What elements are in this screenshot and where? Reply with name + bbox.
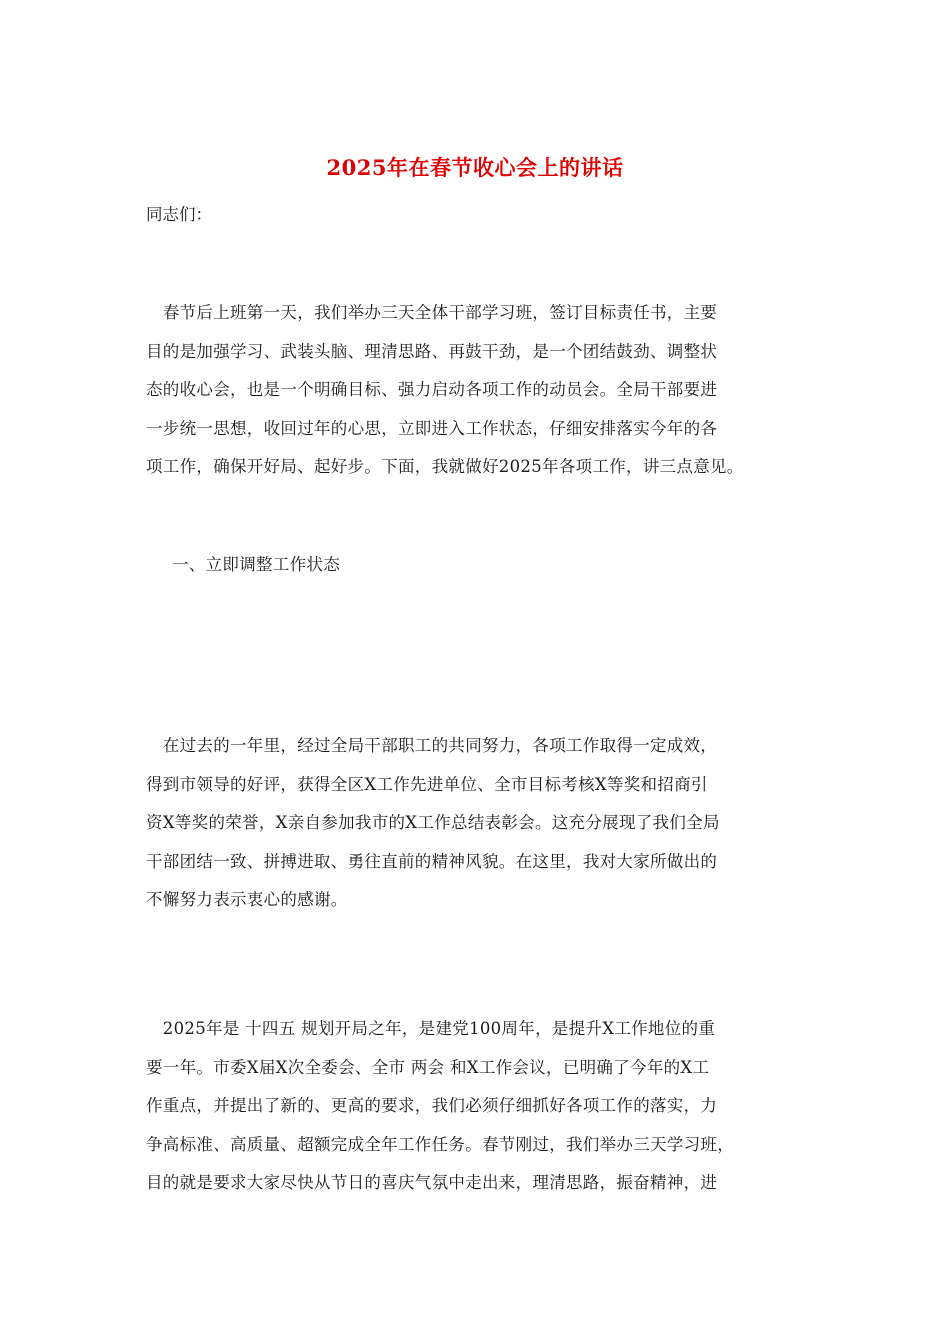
paragraph-line: 作重点，并提出了新的、更高的要求，我们必须仔细抓好各项工作的落实，力 [146, 1096, 718, 1115]
paragraph-line: 目的就是要求大家尽快从节日的喜庆气氛中走出来，理清思路，振奋精神，进 [146, 1173, 718, 1192]
paragraph-line: 争高标准、高质量、超额完成全年工作任务。春节刚过，我们举办三天学习班， [146, 1134, 734, 1154]
paragraph-line: 目的是加强学习、武装头脑、理清思路、再鼓干劲，是一个团结鼓劲、调整状 [146, 341, 718, 361]
section-heading: 一、立即调整工作状态 [172, 555, 340, 574]
paragraph-line: 要一年。市委X届X次全委会、全市 两会 和X工作会议，已明确了今年的X工 [146, 1057, 710, 1077]
paragraph-line: 2025年是 十四五 规划开局之年，是建党100周年，是提升X工作地位的重 [146, 1019, 716, 1038]
paragraph-achievements [146, 727, 811, 920]
paragraph-plan [146, 1010, 811, 1203]
paragraph-intro [146, 294, 811, 487]
paragraph-line: 春节后上班第一天，我们举办三天全体干部学习班，签订目标责任书，主要 [146, 303, 718, 322]
document-title: 2025年在春节收心会上的讲话 [326, 155, 624, 180]
paragraph-line: 一步统一思想，收回过年的心思，立即进入工作状态，仔细安排落实今年的各 [146, 418, 718, 438]
paragraph-line: 干部团结一致、拼搏进取、勇往直前的精神风貌。在这里，我对大家所做出的 [146, 851, 718, 871]
paragraph-line: 态的收心会，也是一个明确目标、强力启动各项工作的动员会。全局干部要进 [146, 380, 718, 399]
salutation: 同志们： [146, 205, 212, 224]
paragraph-line: 项工作，确保开好局、起好步。下面，我就做好2025年各项工作，讲三点意见。 [146, 457, 744, 476]
paragraph-line: 在过去的一年里，经过全局干部职工的共同努力，各项工作取得一定成效， [146, 736, 718, 755]
paragraph-line: 得到市领导的好评，获得全区X工作先进单位、全市目标考核X等奖和招商引 [146, 774, 708, 794]
paragraph-line: 资X等奖的荣誉，X亲自参加我市的X工作总结表彰会。这充分展现了我们全局 [146, 813, 720, 832]
paragraph-line: 不懈努力表示衷心的感谢。 [146, 890, 348, 909]
